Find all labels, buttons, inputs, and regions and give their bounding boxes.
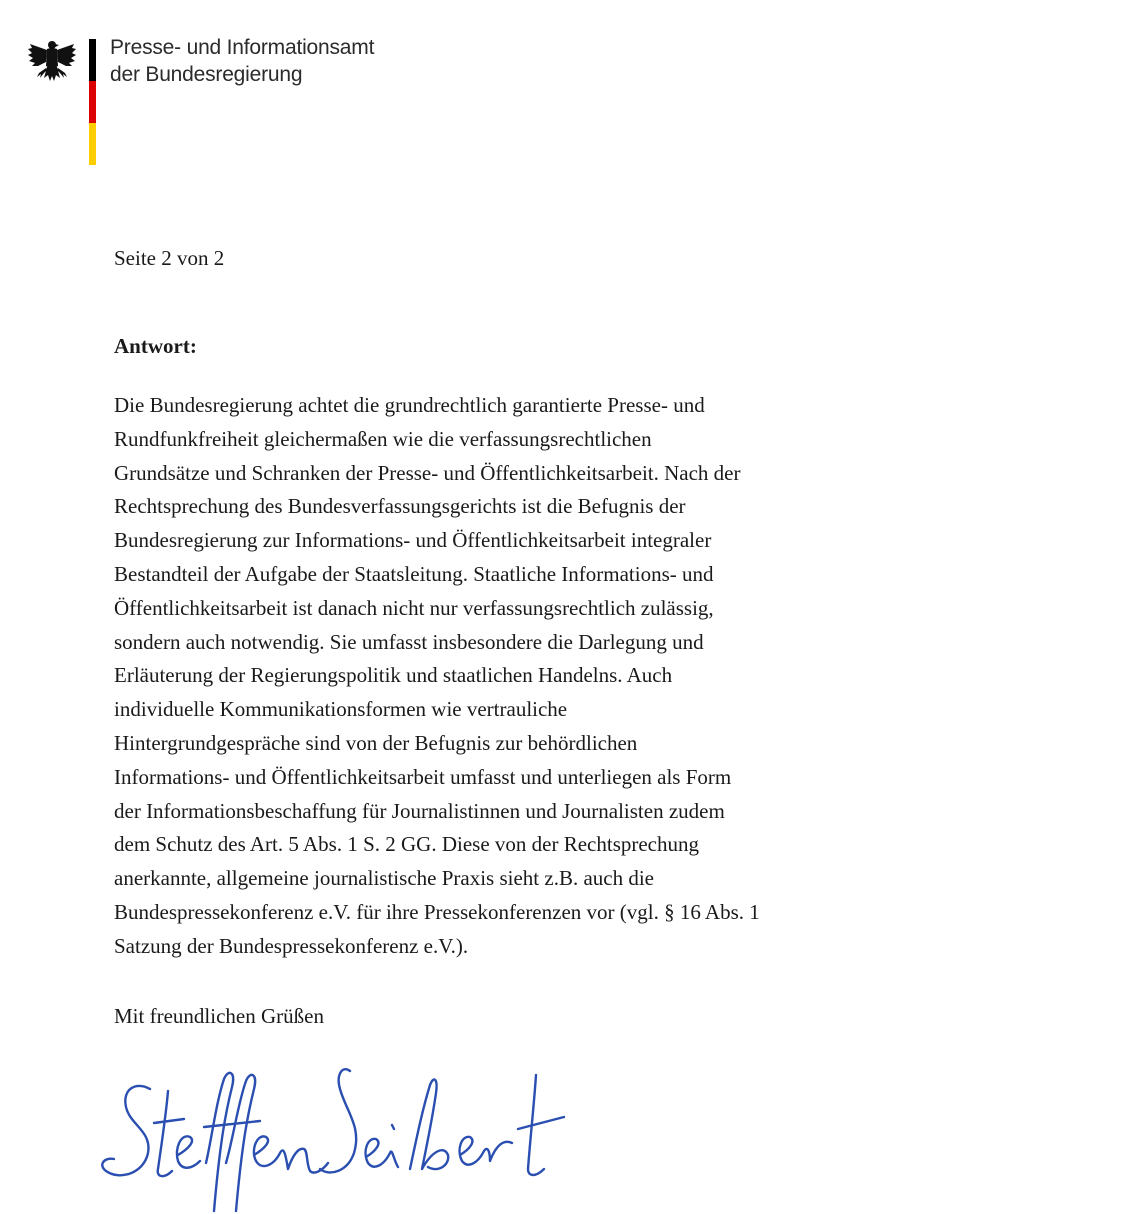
answer-line: Grundsätze und Schranken der Presse- und Öffentlichkeitsarbeit. Nach der — [114, 460, 741, 485]
answer-line: Rechtsprechung des Bundesverfassungsgerichts ist die Befugnis der — [114, 494, 686, 519]
answer-line: individuelle Kommunikationsformen wie vertrauliche — [114, 697, 568, 722]
answer-heading: Antwort: — [114, 334, 197, 358]
answer-line: der Informationsbeschaffung für Journalistinnen und Journalisten zudem — [114, 798, 725, 823]
answer-line: anerkannte, allgemeine journalistische Praxis sieht z.B. auch die — [114, 866, 654, 891]
flag-stripe-black — [89, 39, 96, 81]
answer-line: Die Bundesregierung achtet die grundrechtlich garantierte Presse- und — [114, 393, 705, 417]
closing-salutation: Mit freundlichen Grüßen — [114, 1004, 324, 1028]
organization-name-line-1: Presse- und Informationsamt — [110, 36, 375, 59]
answer-line: dem Schutz des Art. 5 Abs. 1 S. 2 GG. Diese von der Rechtsprechung — [114, 832, 699, 857]
answer-line: Satzung der Bundespressekonferenz e.V.). — [114, 933, 469, 958]
answer-line: Öffentlichkeitsarbeit ist danach nicht nur verfassungsrechtlich zulässig, — [114, 595, 714, 620]
answer-line: Bundesregierung zur Informations- und Öffentlichkeitsarbeit integraler — [114, 528, 712, 553]
flag-stripe-red — [89, 81, 96, 123]
handwritten-signature — [92, 1045, 592, 1214]
letterhead — [0, 0, 1144, 180]
answer-line: Bundespressekonferenz e.V. für ihre Pressekonferenzen vor (vgl. § 16 Abs. 1 — [114, 899, 760, 924]
organization-name — [110, 34, 374, 88]
federal-eagle-icon — [26, 36, 78, 86]
page-number: Seite 2 von 2 — [114, 246, 225, 270]
answer-body — [114, 389, 864, 964]
flag-stripe — [89, 39, 96, 165]
answer-line: Rundfunkfreiheit gleichermaßen wie die verfassungsrechtlichen — [114, 426, 652, 451]
flag-stripe-gold — [89, 123, 96, 165]
answer-line: sondern auch notwendig. Sie umfasst insbesondere die Darlegung und — [114, 629, 704, 654]
answer-line: Informations- und Öffentlichkeitsarbeit umfasst und unterliegen als Form — [114, 764, 732, 789]
answer-line: Hintergrundgespräche sind von der Befugnis zur behördlichen — [114, 730, 638, 755]
organization-name-line-2: der Bundesregierung — [110, 63, 303, 86]
answer-line: Erläuterung der Regierungspolitik und staatlichen Handelns. Auch — [114, 663, 673, 688]
answer-line: Bestandteil der Aufgabe der Staatsleitung. Staatliche Informations- und — [114, 561, 714, 586]
